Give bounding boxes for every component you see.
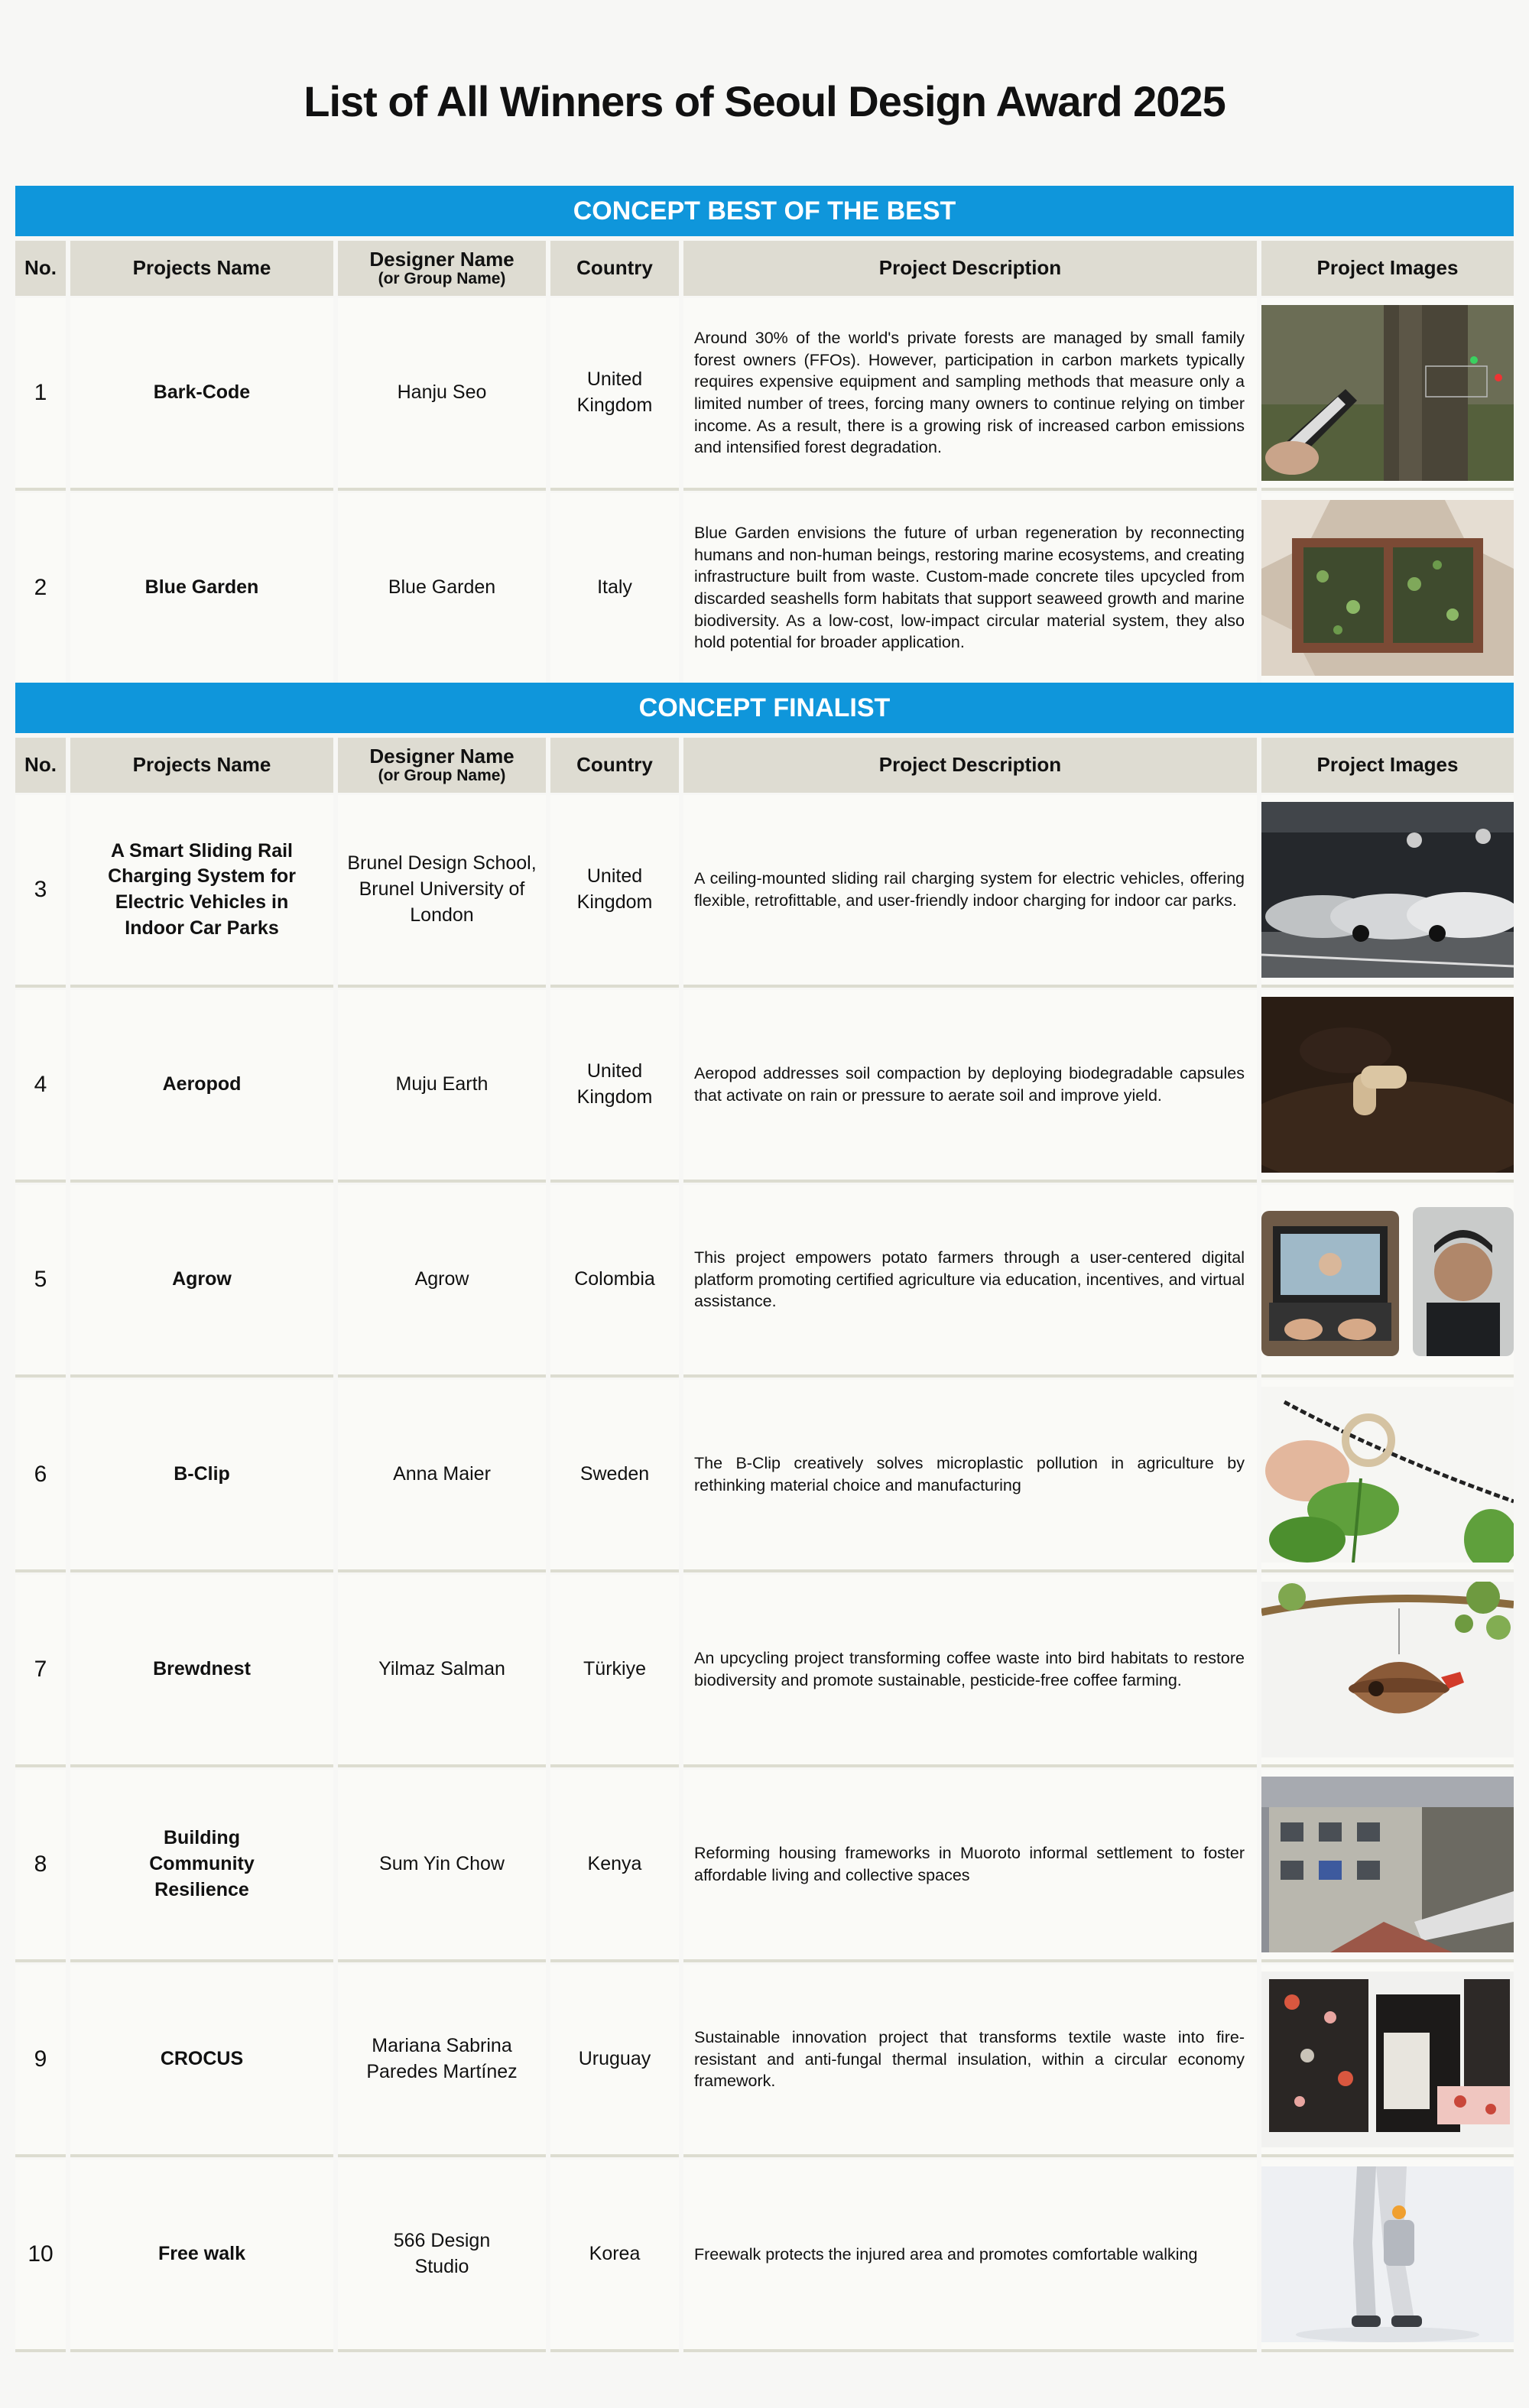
header-no: No. — [15, 241, 66, 296]
b-clip-photo — [1261, 1387, 1514, 1563]
blue-garden-photo — [1261, 500, 1514, 676]
header-project-images: Project Images — [1261, 241, 1514, 296]
row-1-designer: Hanju Seo — [338, 298, 546, 491]
row-2-country: Italy — [550, 493, 679, 686]
row-2-description — [683, 493, 1257, 686]
row-10-no: 10 — [15, 2160, 66, 2352]
row-9-country: Uruguay — [550, 1965, 679, 2157]
row-1-description — [683, 298, 1257, 491]
row-7-image — [1261, 1575, 1514, 1767]
row-2-no: 2 — [15, 493, 66, 686]
row-9-description-text: Sustainable innovation project that transforms textile waste into fire-resistant and anti-fungal thermal insulation, within a circular economy framework. — [694, 2028, 1245, 2091]
row-3-image — [1261, 795, 1514, 988]
header-no-2: No. — [15, 738, 66, 793]
row-10-project-name: Free walk — [70, 2160, 333, 2352]
row-8-description-text: Reforming housing frameworks in Muoroto informal settlement to foster affordable living and collective spaces — [694, 1844, 1245, 1884]
section-bar-finalist: CONCEPT FINALIST — [15, 683, 1514, 733]
header-project-description-2: Project Description — [683, 738, 1257, 793]
row-1-image — [1261, 298, 1514, 491]
header-designer-sublabel: (or Group Name) — [378, 269, 506, 287]
row-5-country: Colombia — [550, 1185, 679, 1378]
row-3-description-text: A ceiling-mounted sliding rail charging system for electric vehicles, offering flexible, retrofittable, and user-friendly indoor charging for indoor car parks. — [694, 869, 1245, 910]
row-2-image — [1261, 493, 1514, 686]
row-3-country: United Kingdom — [550, 795, 679, 988]
agrow-photos — [1261, 1192, 1514, 1368]
community-resilience-photo — [1261, 1777, 1514, 1952]
row-3-no: 3 — [15, 795, 66, 988]
row-7-description-text: An upcycling project transforming coffee waste into bird habitats to restore biodiversity and promote sustainable, pesticide-free coffee farming. — [694, 1649, 1245, 1689]
header-project-description: Project Description — [683, 241, 1257, 296]
row-9-description — [683, 1965, 1257, 2157]
page-title: List of All Winners of Seoul Design Award 2025 — [304, 77, 1225, 125]
row-7-country: Türkiye — [550, 1575, 679, 1767]
row-8-description — [683, 1770, 1257, 1962]
row-5-description-text: This project empowers potato farmers through a user-centered digital platform promoting certified agriculture via education, incentives, and virtual assistance. — [694, 1248, 1245, 1311]
row-9-image — [1261, 1965, 1514, 2157]
row-8-project-name: Building Community Resilience — [70, 1770, 333, 1962]
row-8-no: 8 — [15, 1770, 66, 1962]
row-1-description-text: Around 30% of the world's private forests are managed by small family forest owners (FFOs). However, participation in carbon markets typically requires expensive equipment and sampling methods that measure only a limited number of trees, forcing many owners to continue relying on timber income. As a result, there is a growing risk of increased carbon emissions and intensified forest degradation. — [694, 329, 1245, 457]
row-6-description-text: The B-Clip creatively solves microplastic pollution in agriculture by rethinking material choice and manufacturing — [694, 1454, 1245, 1494]
row-7-designer: Yilmaz Salman — [338, 1575, 546, 1767]
row-5-designer: Agrow — [338, 1185, 546, 1378]
row-10-image — [1261, 2160, 1514, 2352]
crocus-photo — [1261, 1972, 1514, 2147]
header-country-2: Country — [550, 738, 679, 793]
row-10-country: Korea — [550, 2160, 679, 2352]
free-walk-photo — [1261, 2166, 1514, 2342]
row-5-description — [683, 1185, 1257, 1378]
section-bar-best-of-the-best: CONCEPT BEST OF THE BEST — [15, 186, 1514, 236]
header-designer-label: Designer Name — [369, 248, 515, 271]
row-4-no: 4 — [15, 990, 66, 1183]
bark-code-photo — [1261, 305, 1514, 481]
row-10-description-text: Freewalk protects the injured area and promotes comfortable walking — [694, 2244, 1198, 2264]
row-3-description — [683, 795, 1257, 988]
header-project-name-2: Projects Name — [70, 738, 333, 793]
row-6-no: 6 — [15, 1380, 66, 1572]
header-designer-name — [338, 241, 546, 296]
row-8-country: Kenya — [550, 1770, 679, 1962]
row-4-project-name: Aeropod — [70, 990, 333, 1183]
row-8-image — [1261, 1770, 1514, 1962]
aeropod-photo — [1261, 997, 1514, 1173]
row-7-description — [683, 1575, 1257, 1767]
row-1-no: 1 — [15, 298, 66, 491]
row-6-project-name: B-Clip — [70, 1380, 333, 1572]
row-9-no: 9 — [15, 1965, 66, 2157]
row-4-designer: Muju Earth — [338, 990, 546, 1183]
header-project-name: Projects Name — [70, 241, 333, 296]
header-designer-label-2: Designer Name — [369, 745, 515, 768]
row-3-designer: Brunel Design School, Brunel University of London — [338, 795, 546, 988]
row-2-description-text: Blue Garden envisions the future of urban regeneration by reconnecting humans and non-human beings, restoring marine ecosystems, and creating infrastructure built from waste. Custom-made concrete tiles upcycled from discarded seashells form habitats that support seaweed growth and marine biodiversity. As a low-cost, low-impact circular material system, they also hold potential for broader application. — [694, 524, 1245, 652]
row-7-no: 7 — [15, 1575, 66, 1767]
row-2-project-name: Blue Garden — [70, 493, 333, 686]
row-4-image — [1261, 990, 1514, 1183]
row-9-project-name: CROCUS — [70, 1965, 333, 2157]
ev-charging-photo — [1261, 802, 1514, 978]
row-10-description — [683, 2160, 1257, 2352]
header-country: Country — [550, 241, 679, 296]
row-1-country: United Kingdom — [550, 298, 679, 491]
row-6-designer: Anna Maier — [338, 1380, 546, 1572]
row-5-project-name: Agrow — [70, 1185, 333, 1378]
row-6-description — [683, 1380, 1257, 1572]
header-designer-sublabel-2: (or Group Name) — [378, 766, 506, 784]
row-8-designer: Sum Yin Chow — [338, 1770, 546, 1962]
row-5-no: 5 — [15, 1185, 66, 1378]
row-4-description — [683, 990, 1257, 1183]
row-9-designer: Mariana Sabrina Paredes Martínez — [338, 1965, 546, 2157]
row-6-image — [1261, 1380, 1514, 1572]
header-project-images-2: Project Images — [1261, 738, 1514, 793]
brewdnest-photo — [1261, 1582, 1514, 1757]
row-7-project-name: Brewdnest — [70, 1575, 333, 1767]
row-4-country: United Kingdom — [550, 990, 679, 1183]
row-4-description-text: Aeropod addresses soil compaction by deploying biodegradable capsules that activate on rain or pressure to aerate soil and improve yield. — [694, 1064, 1245, 1105]
row-3-project-name: A Smart Sliding Rail Charging System for Electric Vehicles in Indoor Car Parks — [70, 795, 333, 988]
row-5-image — [1261, 1185, 1514, 1378]
row-10-designer: 566 Design Studio — [338, 2160, 546, 2352]
header-designer-name-2 — [338, 738, 546, 793]
row-2-designer: Blue Garden — [338, 493, 546, 686]
row-6-country: Sweden — [550, 1380, 679, 1572]
row-1-project-name: Bark-Code — [70, 298, 333, 491]
